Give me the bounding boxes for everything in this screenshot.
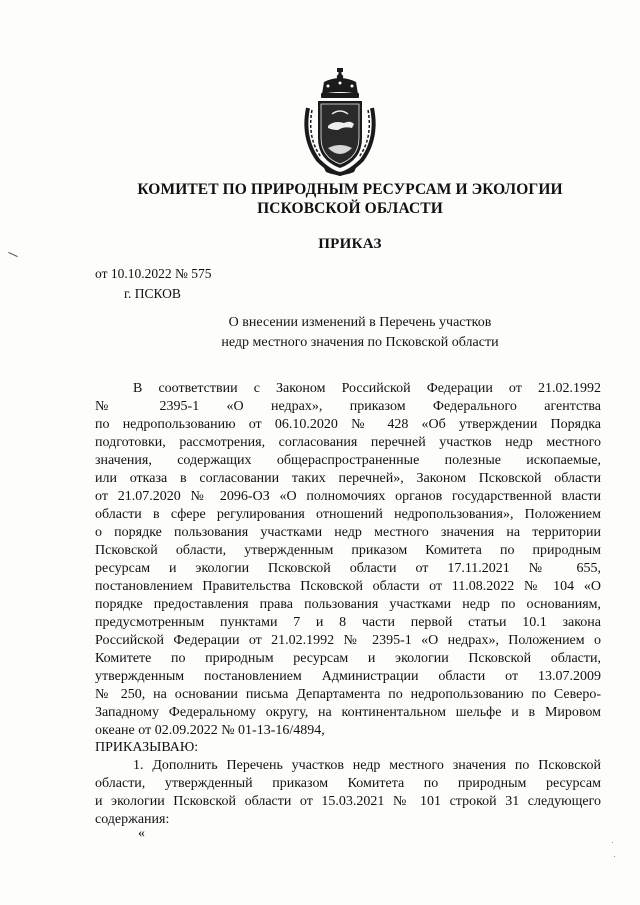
body-line: Российской Федерации от 21.02.1992 № 2395-1 «О недрах», Положением о — [95, 633, 601, 648]
organization-name-line2: ПСКОВСКОЙ ОБЛАСТИ — [257, 200, 443, 217]
body-line: значения, содержащих общераспространенные полезные ископаемые, — [95, 453, 601, 468]
body-line: области в сфере регулирования отношений недропользования», Положением — [95, 507, 601, 522]
body-line: от 21.07.2020 № 2096-ОЗ «О полномочиях органов государственной власти — [95, 489, 601, 504]
body-line: утвержденным постановлением Администрации области от 13.07.2009 — [95, 669, 601, 684]
subject-line1: О внесении изменений в Перечень участков — [228, 315, 492, 330]
scan-mark — [8, 252, 17, 257]
document-title: ПРИКАЗ — [318, 236, 382, 252]
body-line: ресурсам и экологии Псковской области от 17.11.2021 № 655, — [95, 561, 601, 576]
item-1-line: области, утвержденный приказом Комитета по природным ресурсам — [95, 776, 601, 791]
subject-line2: недр местного значения по Псковской области — [221, 335, 499, 350]
item-1-line: 1. Дополнить Перечень участков недр местного значения по Псковской — [133, 758, 601, 773]
body-line: Комитете по природным ресурсам и экологии Псковской области, — [95, 651, 601, 666]
body-line: по недропользованию от 06.10.2020 № 428 «Об утверждении Порядка — [95, 417, 601, 432]
item-1-line: содержания: — [95, 812, 170, 827]
item-1-line: и экологии Псковской области от 15.03.2021 № 101 строкой 31 следующего — [95, 794, 601, 809]
organization-name-line1: КОМИТЕТ ПО ПРИРОДНЫМ РЕСУРСАМ И ЭКОЛОГИИ — [137, 181, 563, 198]
body-line: порядке предоставления права пользования участками недр по основаниям, — [95, 597, 601, 612]
date-and-number: от 10.10.2022 № 575 — [95, 266, 212, 281]
body-line: № 2395-1 «О недрах», приказом Федерального агентства — [95, 399, 601, 414]
body-line: Западному Федеральному округу, на континентальном шельфе и в Мировом — [95, 705, 601, 720]
body-line: или отказа в согласовании таких перечней», Законом Псковской области — [95, 471, 601, 486]
body-line: № 250, на основании письма Департамента по недропользованию по Северо- — [95, 687, 601, 702]
body-line: Псковской области, утвержденным приказом Комитета по природным — [95, 543, 601, 558]
scan-speck — [612, 842, 613, 843]
body-line: постановлением Правительства Псковской области от 11.08.2022 № 104 «О — [95, 579, 601, 594]
city: г. ПСКОВ — [124, 286, 181, 301]
order-word: ПРИКАЗЫВАЮ: — [95, 740, 199, 755]
pskov-coat-of-arms-icon — [298, 68, 382, 176]
body-line: предусмотренным пунктами 7 и 8 части первой статьи 10.1 закона — [95, 615, 601, 630]
scan-speck — [614, 856, 615, 857]
body-line: В соответствии с Законом Российской Федерации от 21.02.1992 — [133, 381, 601, 396]
body-line: океане от 02.09.2022 № 01-13-16/4894, — [95, 723, 325, 738]
body-line: подготовки, рассмотрения, согласования перечней участков недр местного — [95, 435, 601, 450]
body-line: о порядке пользования участками недр местного значения на территории — [95, 525, 601, 540]
opening-quote: « — [138, 826, 145, 841]
